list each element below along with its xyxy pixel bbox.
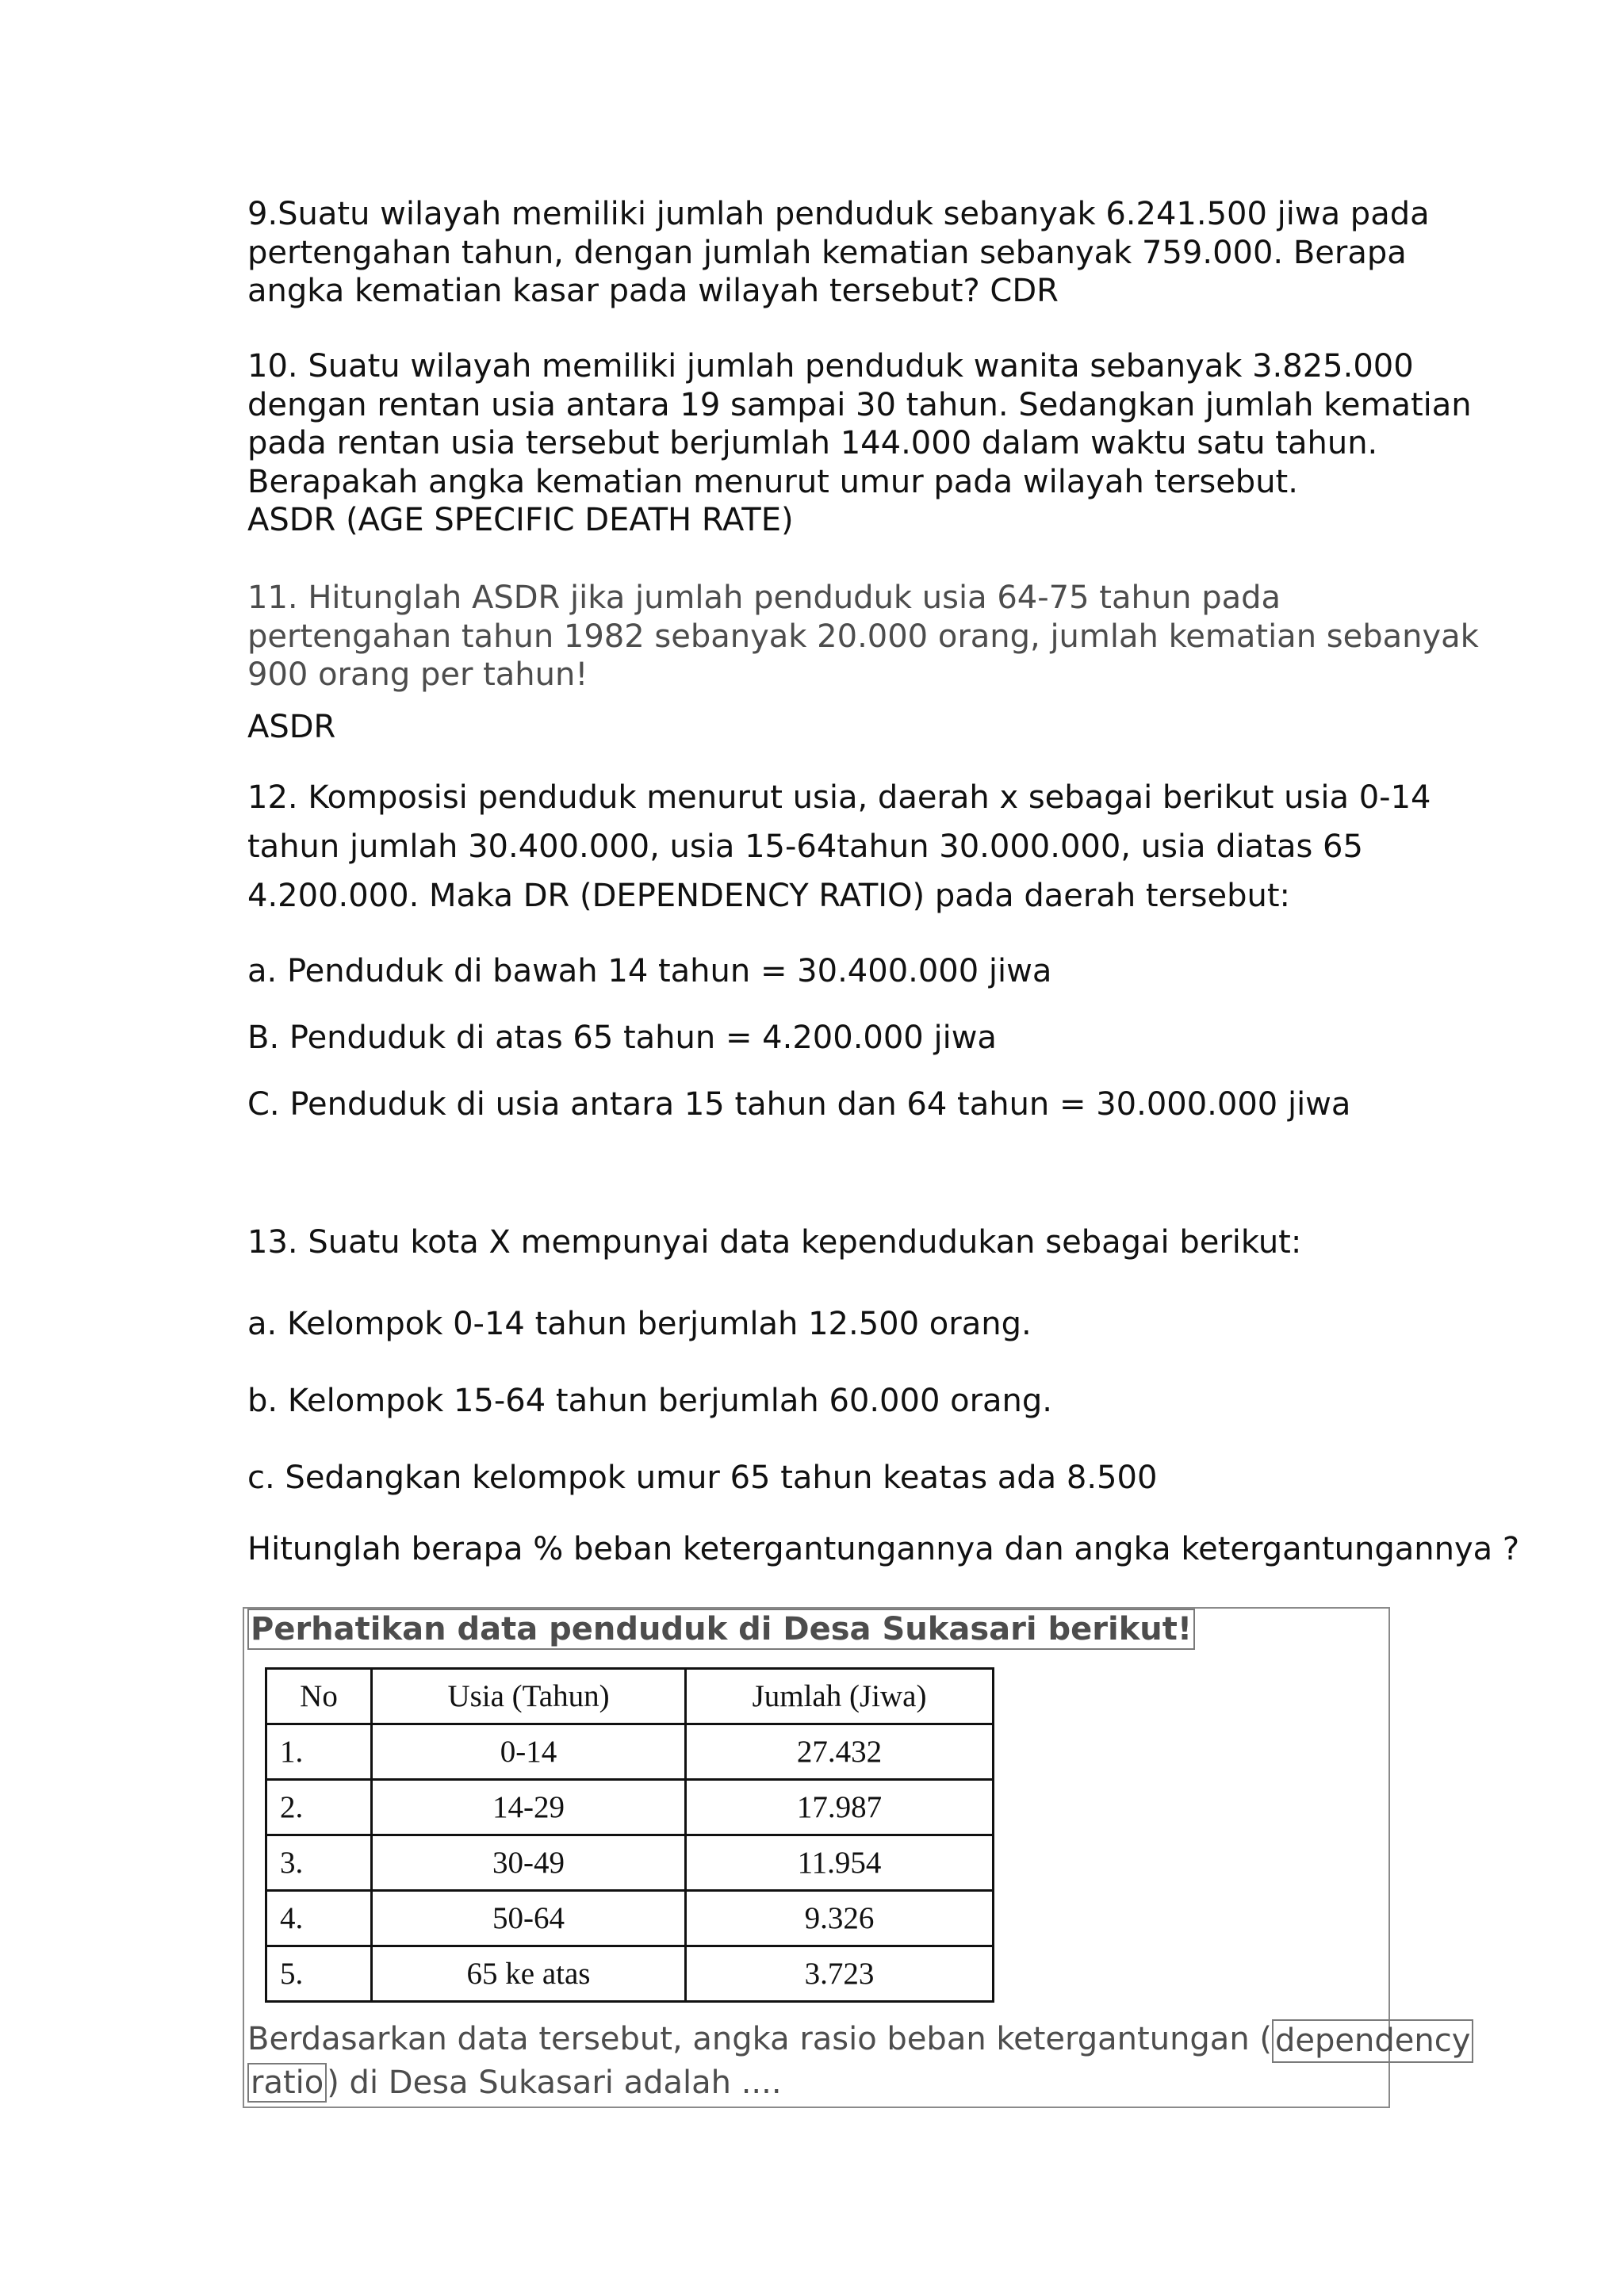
table-header-row <box>266 1669 994 1724</box>
cell-count: 27.432 <box>686 1724 994 1780</box>
q11-line: 900 orang per tahun! <box>247 656 588 693</box>
box-title: Perhatikan data penduduk di Desa Sukasari berikut! <box>247 1609 1195 1650</box>
cell-age: 30-49 <box>372 1835 686 1891</box>
cell-no: 3. <box>266 1835 372 1891</box>
q12-line: 4.200.000. Maka DR (DEPENDENCY RATIO) pada daerah tersebut: <box>247 878 1290 914</box>
list-item: C. Penduduk di usia antara 15 tahun dan 64 tahun = 30.000.000 jiwa <box>247 1086 1351 1123</box>
cell-age: 14-29 <box>372 1780 686 1835</box>
q11-line: pertengahan tahun 1982 sebanyak 20.000 orang, jumlah kematian sebanyak <box>247 618 1479 655</box>
q10-line: Berapakah angka kematian menurut umur pada wilayah tersebut. <box>247 463 1298 500</box>
question-10 <box>247 347 1472 540</box>
q11-label: ASDR <box>247 709 336 745</box>
table-row <box>266 1780 994 1835</box>
box-text-part1: Berdasarkan data tersebut, angka rasio beban ketergantungan ( <box>247 2021 1272 2057</box>
question-12 <box>247 773 1431 920</box>
cell-count: 17.987 <box>686 1780 994 1835</box>
q10-line: pada rentan usia tersebut berjumlah 144.000 dalam waktu satu tahun. <box>247 425 1378 461</box>
list-item: a. Penduduk di bawah 14 tahun = 30.400.000 jiwa <box>247 953 1052 989</box>
cell-no: 1. <box>266 1724 372 1780</box>
header-age: Usia (Tahun) <box>372 1669 686 1724</box>
population-table <box>265 1667 994 2003</box>
table-row <box>266 1724 994 1780</box>
cell-age: 50-64 <box>372 1891 686 1946</box>
list-item: b. Kelompok 15-64 tahun berjumlah 60.000 orang. <box>247 1383 1052 1419</box>
q9-line: pertengahan tahun, dengan jumlah kematian sebanyak 759.000. Berapa <box>247 234 1407 271</box>
q9-line: 9.Suatu wilayah memiliki jumlah penduduk sebanyak 6.241.500 jiwa pada <box>247 196 1430 232</box>
boxed-term-ratio: ratio <box>247 2063 327 2103</box>
cell-no: 2. <box>266 1780 372 1835</box>
table-row <box>266 1835 994 1891</box>
box-text-part2: ) di Desa Sukasari adalah .... <box>327 2064 782 2101</box>
list-item: c. Sedangkan kelompok umur 65 tahun keatas ada 8.500 <box>247 1460 1158 1496</box>
cell-no: 4. <box>266 1891 372 1946</box>
question-9 <box>247 195 1430 311</box>
list-item: a. Kelompok 0-14 tahun berjumlah 12.500 orang. <box>247 1306 1032 1342</box>
q10-line: dengan rentan usia antara 19 sampai 30 tahun. Sedangkan jumlah kematian <box>247 386 1472 423</box>
header-count: Jumlah (Jiwa) <box>686 1669 994 1724</box>
header-no: No <box>266 1669 372 1724</box>
cell-age: 0-14 <box>372 1724 686 1780</box>
q12-line: tahun jumlah 30.400.000, usia 15-64tahun 30.000.000, usia diatas 65 <box>247 828 1363 865</box>
cell-count: 9.326 <box>686 1891 994 1946</box>
question-13: 13. Suatu kota X mempunyai data kependudukan sebagai berikut: <box>247 1224 1302 1261</box>
q10-line: 10. Suatu wilayah memiliki jumlah penduduk wanita sebanyak 3.825.000 <box>247 348 1414 385</box>
q13-items <box>247 1286 1157 1517</box>
q11-line: 11. Hitunglah ASDR jika jumlah penduduk usia 64-75 tahun pada <box>247 580 1281 616</box>
cell-count: 3.723 <box>686 1946 994 2002</box>
table-row <box>266 1891 994 1946</box>
cell-no: 5. <box>266 1946 372 2002</box>
cell-age: 65 ke atas <box>372 1946 686 2002</box>
list-item: B. Penduduk di atas 65 tahun = 4.200.000 jiwa <box>247 1020 997 1056</box>
boxed-term-dependency: dependency <box>1272 2019 1473 2063</box>
q12-items <box>247 938 1350 1138</box>
sukasari-data-box <box>243 1607 1471 2108</box>
box-question <box>247 2019 1471 2103</box>
q10-line: ASDR (AGE SPECIFIC DEATH RATE) <box>247 502 794 538</box>
question-11 <box>247 579 1479 695</box>
cell-count: 11.954 <box>686 1835 994 1891</box>
q9-line: angka kematian kasar pada wilayah tersebut? CDR <box>247 273 1059 309</box>
q12-line: 12. Komposisi penduduk menurut usia, daerah x sebagai berikut usia 0-14 <box>247 779 1431 816</box>
table-row <box>266 1946 994 2002</box>
q13-question: Hitunglah berapa % beban ketergantungannya dan angka ketergantungannya ? <box>247 1531 1520 1567</box>
